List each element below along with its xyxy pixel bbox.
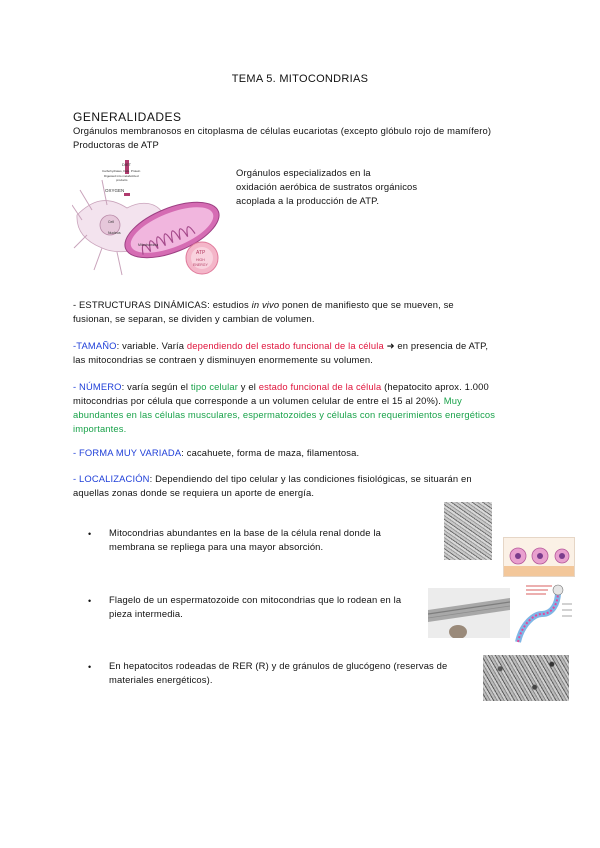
label-nucleus: Nucleus [108, 231, 121, 235]
caption-line-3: acoplada a la producción de ATP. [236, 195, 380, 206]
caption-line-1: Orgánulos especializados en la [236, 167, 371, 178]
numero-line-3: abundantes en las células musculares, espermatozoides y células con requerimientos energéticos [73, 409, 496, 420]
label-diet-sub3: products [116, 178, 128, 182]
estructuras-line-1: - ESTRUCTURAS DINÁMICAS: estudios in vivo ponen de manifiesto que se mueven, se [73, 299, 454, 310]
localizacion-line-2: aquellas zonas donde se requiera un aporte de energía. [73, 487, 315, 498]
bullet-3-line-2: materiales energéticos). [109, 674, 213, 685]
localizacion-line-1: - LOCALIZACIÓN: Dependiendo del tipo celular y las condiciones fisiológicas, se situarán en [73, 473, 472, 484]
bullet-2-line-1: Flagelo de un espermatozoide con mitocondrias que lo rodean en la [109, 594, 402, 605]
estructuras-line-2: fusionan, se separan, se dividen y cambian de volumen. [73, 313, 315, 324]
label-diet: DIET [122, 162, 132, 167]
numero-line-2: mitocondrias por célula que corresponde a un volumen celular de entre el 15 al 20%). Muy [73, 395, 462, 406]
bullet-1-line-1: Mitocondrias abundantes en la base de la célula renal donde la [109, 527, 381, 538]
bullet-3-glyph: • [88, 662, 92, 672]
mitochondria-illustration [72, 160, 232, 278]
forma-line: - FORMA MUY VARIADA: cacahuete, forma de maza, filamentosa. [73, 447, 360, 458]
caption-line-2: oxidación aeróbica de sustratos orgánicos [236, 181, 418, 192]
numero-label: - NÚMERO [73, 381, 122, 392]
tamano-line-1: -TAMAÑO: variable. Varía dependiendo del estado funcional de la célula ➜ en presencia de ATP, [73, 340, 489, 351]
flagellum-micrograph [428, 588, 510, 638]
intro-line-2: Productoras de ATP [73, 139, 159, 150]
numero-line-4: importantes. [73, 423, 127, 434]
tamano-label: -TAMAÑO [73, 340, 117, 351]
bullet-3-line-1: En hepatocitos rodeadas de RER (R) y de gránulos de glucógeno (reservas de [109, 660, 448, 671]
page-title: TEMA 5. MITOCONDRIAS [231, 73, 369, 85]
label-cell: Cell [108, 220, 115, 224]
bullet-2-glyph: • [88, 596, 92, 606]
label-energy-2: ENERGY [193, 263, 208, 267]
forma-label: - FORMA MUY VARIADA [73, 447, 182, 458]
bullet-1-line-2: membrana se repliega para una mayor absorción. [109, 541, 324, 552]
label-energy-1: HIGH [196, 258, 205, 262]
label-mito: Mitochondria [138, 243, 159, 247]
bullet-1-glyph: • [88, 529, 92, 539]
label-diet-sub1: Carbohydrates, Fats, Protein [102, 169, 141, 173]
sperm-diagram [512, 584, 574, 644]
bullet-2-line-2: pieza intermedia. [109, 608, 183, 619]
kidney-cell-micrograph [444, 502, 492, 560]
localizacion-label: - LOCALIZACIÓN [73, 473, 150, 484]
section-heading: GENERALIDADES [73, 110, 182, 124]
intro-line-1: Orgánulos membranosos en citoplasma de células eucariotas (excepto glóbulo rojo de mamífero) [73, 125, 492, 136]
kidney-cell-diagram [503, 537, 575, 577]
label-oxygen: OXYGEN [105, 188, 125, 193]
label-diet-sub2: Digested into metabolized [104, 174, 139, 178]
tamano-line-2: las mitocondrias se contraen y disminuyen enormemente su volumen. [73, 354, 373, 365]
hepatocyte-micrograph [483, 655, 569, 701]
label-atp: ATP [196, 250, 206, 256]
numero-line-1: - NÚMERO: varía según el tipo celular y el estado funcional de la célula (hepatocito aprox. 1.000 [73, 381, 489, 392]
